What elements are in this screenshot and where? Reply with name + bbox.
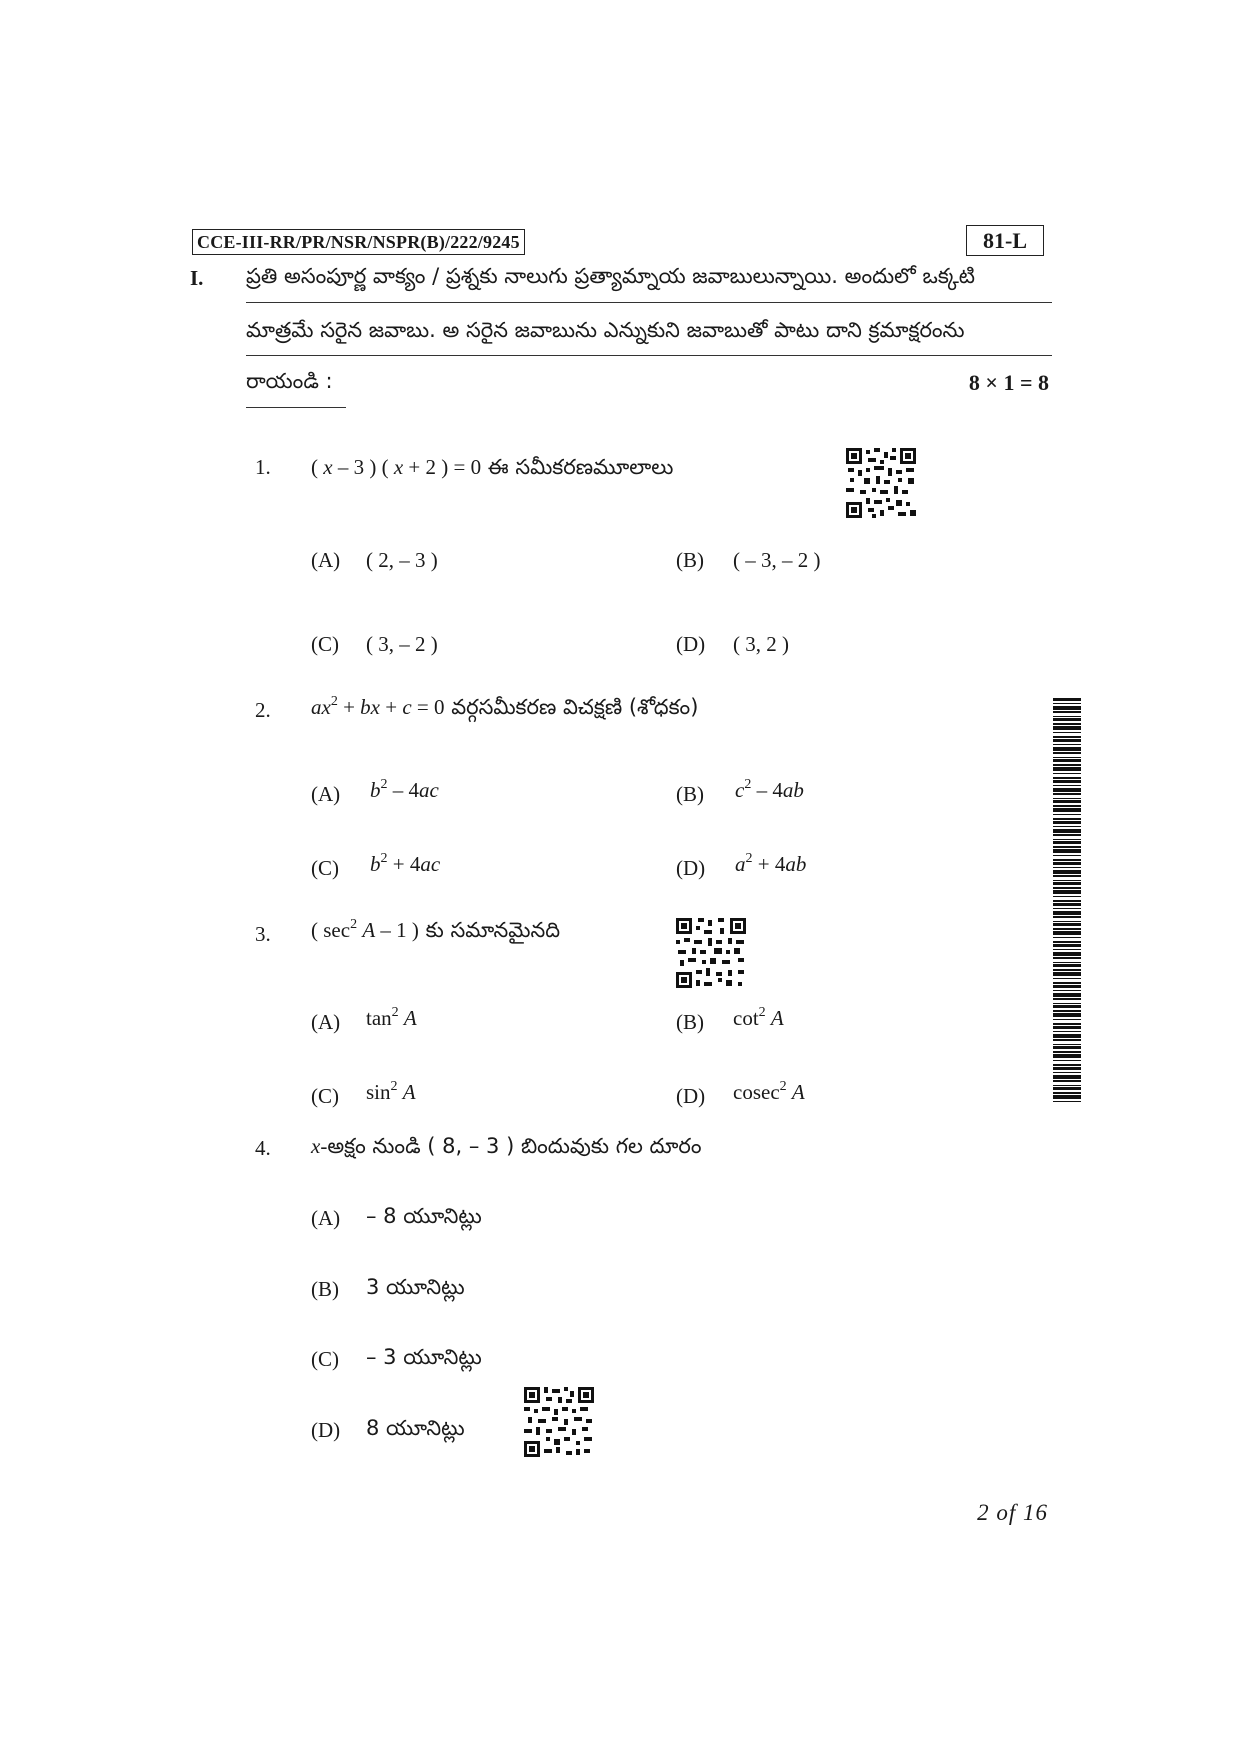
q4-option-b-label: (B) — [311, 1277, 339, 1301]
q4-option-d: 8 యూనిట్లు — [366, 1416, 465, 1440]
question-1-text: ( x – 3 ) ( x + 2 ) = 0 ఈ సమీకరణమూలాలు — [311, 455, 674, 479]
question-4-text: x-అక్షం నుండి ( 8, – 3 ) బిందువుకు గల దూరం — [311, 1134, 702, 1158]
q2-option-a: $b^2 - 4ac$ — [370, 777, 439, 802]
q1-option-b-label: (B) — [676, 548, 704, 572]
q1-option-a: ( 2, – 3 ) — [366, 548, 438, 572]
q1-option-d-label: (D) — [676, 632, 706, 656]
instruction-underline — [246, 407, 346, 408]
exam-code: CCE-III-RR/PR/NSR/NSPR(B)/222/9245 — [192, 229, 525, 255]
question-1-text-te: ఈ సమీకరణమూలాలు — [487, 455, 674, 479]
q2-option-c: $b^2 + 4ac$ — [370, 851, 441, 876]
q4-option-c: – 3 యూనిట్లు — [366, 1345, 482, 1369]
q3-option-a: $\tan^2 A$ — [366, 1005, 417, 1030]
question-1-number: 1. — [255, 455, 271, 479]
question-2-text-te: వర్గసమీకరణ విచక్షణి (శోధకం) — [451, 695, 699, 719]
q1-option-a-label: (A) — [311, 548, 341, 572]
q4-option-a-label: (A) — [311, 1206, 341, 1230]
q3-option-b: $\cot^2 A$ — [733, 1005, 784, 1030]
q1-option-b: ( – 3, – 2 ) — [733, 548, 821, 572]
q2-option-a-label: (A) — [311, 782, 341, 806]
question-3-number: 3. — [255, 922, 271, 946]
q4-option-b: 3 యూనిట్లు — [366, 1275, 465, 1299]
question-2-number: 2. — [255, 698, 271, 722]
q2-option-d-label: (D) — [676, 856, 706, 880]
instruction-rule-1 — [246, 302, 1052, 303]
instruction-rule-2 — [246, 355, 1052, 356]
marks-scheme: 8 × 1 = 8 — [968, 370, 1049, 395]
question-2-text: $ax^2$ + bx + c = 0 వర్గసమీకరణ విచక్షణి (శోధకం) — [311, 694, 699, 719]
q4-option-c-label: (C) — [311, 1347, 339, 1371]
qr-code-icon — [676, 918, 746, 988]
q3-option-c: $\sin^2 A$ — [366, 1079, 416, 1104]
q3-option-a-label: (A) — [311, 1010, 341, 1034]
q1-option-c: ( 3, – 2 ) — [366, 632, 438, 656]
q2-option-d: $a^2 + 4ab$ — [735, 851, 807, 876]
question-4-number: 4. — [255, 1136, 271, 1160]
paper-code: 81-L — [966, 225, 1044, 256]
page-number: 2 of 16 — [977, 1500, 1048, 1525]
q4-option-d-label: (D) — [311, 1418, 341, 1442]
q4-option-a: – 8 యూనిట్లు — [366, 1204, 482, 1228]
question-3-text-te: కు సమానమైనది — [425, 918, 561, 942]
q2-option-b-label: (B) — [676, 782, 704, 806]
q3-option-b-label: (B) — [676, 1010, 704, 1034]
q3-option-c-label: (C) — [311, 1084, 339, 1108]
q2-option-c-label: (C) — [311, 856, 339, 880]
q2-option-b: $c^2 - 4ab$ — [735, 777, 804, 802]
instruction-line-3: రాయండి : — [246, 369, 333, 393]
q1-option-d: ( 3, 2 ) — [733, 632, 789, 656]
question-3-text: ( $\sec^2 A - 1$ ) కు సమానమైనది — [311, 917, 561, 942]
question-4-text-te: అక్షం నుండి ( 8, – 3 ) బిందువుకు గల దూరం — [327, 1134, 702, 1158]
instruction-line-1: ప్రతి అసంపూర్ణ వాక్యం / ప్రశ్నకు నాలుగు ప్రత్యామ్నాయ జవాబులున్నాయి. అందులో ఒక్కటి — [246, 264, 975, 288]
q3-option-d: cosec$^2$ A — [733, 1079, 805, 1104]
q1-option-c-label: (C) — [311, 632, 339, 656]
section-number: I. — [190, 266, 204, 290]
instruction-line-2: మాత్రమే సరైన జవాబు. అ సరైన జవాబును ఎన్నుకుని జవాబుతో పాటు దాని క్రమాక్షరంను — [246, 318, 965, 342]
barcode-icon — [1053, 698, 1081, 1102]
q3-option-d-label: (D) — [676, 1084, 706, 1108]
qr-code-icon — [524, 1387, 594, 1457]
qr-code-icon — [846, 448, 916, 518]
